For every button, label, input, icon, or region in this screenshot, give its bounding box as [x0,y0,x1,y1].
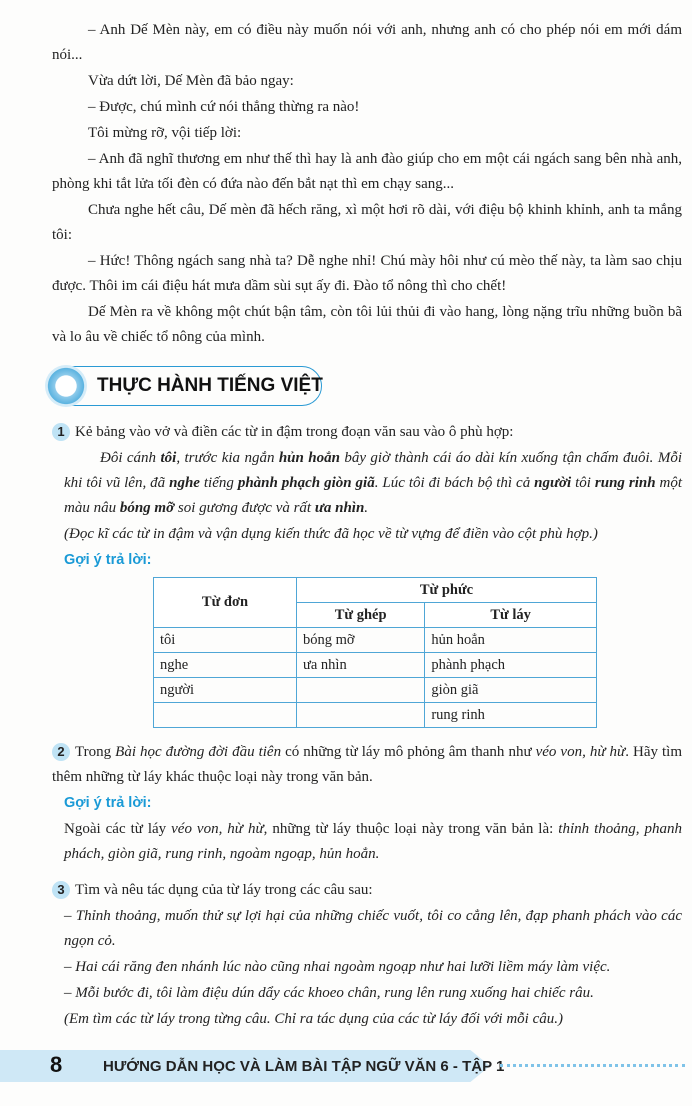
bold-word: người [534,475,572,491]
story-para: Tôi mừng rỡ, vội tiếp lời: [88,125,242,141]
cell [297,678,425,703]
text: Bài học đường đời đầu tiên [115,744,282,760]
text: có những từ láy mô phỏng âm thanh như [281,744,536,760]
sentence: – Hai cái răng đen nhánh lúc nào cũng nhai ngoàm ngoạp như hai lưỡi liềm máy làm việc. [64,959,611,975]
text: . Hãy tìm thêm những từ láy khác thuộc loại này trong văn bản. [52,744,683,785]
cell: giòn giã [425,678,597,703]
text: véo von, hừ hừ [171,821,264,837]
cell [154,703,297,728]
cell: người [154,678,297,703]
table-row [154,678,597,703]
note: (Đọc kĩ các từ in đậm và vận dụng kiến thức đã học về từ vựng để điền vào cột phù hợp.) [64,526,598,542]
question-number: 1 [52,423,70,441]
bold-word: bóng mỡ [119,500,175,516]
story-para: – Anh Dế Mèn này, em có điều này muốn nói với anh, nhưng anh có cho phép nói em mới dám nói... [52,22,682,63]
hint-label: Gợi ý trả lời: [64,552,152,568]
story-para: – Hức! Thông ngách sang nhà ta? Dễ nghe nhỉ! Chú mày hôi như cú mèo thế này, ta làm sao chịu được. Thôi im cái điệu hát mưa dầm sùi sụt ấy đi. Đào tổ nông thì cho chết! [52,253,682,294]
ornament-icon [45,365,87,407]
story-para: – Được, chú mình cứ nói thẳng thừng ra nào! [88,99,360,115]
text: soi gương được và rất [174,500,315,516]
header-tu-don: Từ đơn [154,578,297,628]
book-title: HƯỚNG DẪN HỌC VÀ LÀM BÀI TẬP NGỮ VĂN 6 - TẬP 1 [103,1058,505,1075]
bold-word: rung rinh [594,475,656,491]
bold-word: tôi [160,450,177,466]
page-footer [0,1046,692,1086]
text: tôi [571,475,595,491]
cell: rung rinh [425,703,597,728]
sentence: – Thỉnh thoảng, muốn thử sự lợi hại của những chiếc vuốt, tôi co cẳng lên, đạp phanh phách vào các ngọn cỏ. [64,908,682,949]
text: thỉnh thoảng, phanh phách, giòn giã, rung rinh, ngoàm ngoạp, hủn hoẳn. [64,821,682,862]
table-row [154,703,597,728]
text: . [364,500,369,516]
section-title: THỰC HÀNH TIẾNG VIỆT [97,375,323,396]
table-row [154,628,597,653]
passage [64,446,682,521]
dotted-line [500,1064,685,1067]
bold-word: phành phạch giòn giã [237,475,375,491]
note: (Em tìm các từ láy trong từng câu. Chỉ ra tác dụng của các từ láy đối với mỗi câu.) [64,1011,563,1027]
sentence: – Mỗi bước đi, tôi làm điệu dún dẩy các khoeo chân, rung lên rung xuống hai chiếc râu. [64,985,594,1001]
story-para: Vừa dứt lời, Dế Mèn đã bảo ngay: [88,73,294,89]
bold-word: ưa nhìn [314,500,365,516]
word-table [153,577,597,728]
text: Ngoài các từ láy [64,821,172,837]
section-title-box [46,366,322,406]
answer-2 [64,817,682,867]
cell: ưa nhìn [297,653,425,678]
question-number: 2 [52,743,70,761]
cell: bóng mỡ [297,628,425,653]
hint-label: Gợi ý trả lời: [64,795,152,811]
text: một màu nâu [64,475,683,516]
text: bây giờ thành cái áo dài kín xuống tận chấm đuôi. Mỗi khi tôi vũ lên, đã [64,450,682,491]
question-2 [52,740,682,790]
text: véo von, hừ hừ [535,744,626,760]
header-tu-phuc: Từ phức [297,578,597,603]
cell [297,703,425,728]
text: tiếng [199,475,238,491]
text: Trong [75,744,116,760]
text: , những từ láy thuộc loại này trong văn bản là: [263,821,559,837]
text: , trước kia ngắn [176,450,279,466]
bold-word: hủn hoẳn [278,450,340,466]
story-para: Chưa nghe hết câu, Dế mèn đã hếch răng, xì một hơi rõ dài, với điệu bộ khinh khỉnh, anh ta mắng tôi: [52,202,682,243]
text: . Lúc tôi đi bách bộ thì cả [374,475,535,491]
header-tu-ghep: Từ ghép [297,603,425,628]
header-tu-lay: Từ láy [425,603,597,628]
question-number: 3 [52,881,70,899]
bold-word: nghe [169,475,200,491]
story-para: – Anh đã nghĩ thương em như thế thì hay là anh đào giúp cho em một cái ngách sang bên nhà anh, phòng khi tắt lửa tối đèn có đứa nào đến bắt nạt thì em chạy sang... [52,151,682,192]
question-prompt: Tìm và nêu tác dụng của từ láy trong các câu sau: [75,882,373,898]
question-1 [52,420,682,445]
question-prompt: Kẻ bảng vào vở và điền các từ in đậm trong đoạn văn sau vào ô phù hợp: [75,424,514,440]
page-number: 8 [50,1052,63,1077]
table-row [154,653,597,678]
text: Đôi cánh [100,450,161,466]
question-3 [52,878,682,903]
cell: tôi [154,628,297,653]
story-para: Dế Mèn ra về không một chút bận tâm, còn tôi lủi thủi đi vào hang, lòng nặng trĩu những buồn bã và lo âu về chiếc tổ nông của mình. [52,304,682,345]
cell: nghe [154,653,297,678]
cell: hủn hoẳn [425,628,597,653]
cell: phành phạch [425,653,597,678]
